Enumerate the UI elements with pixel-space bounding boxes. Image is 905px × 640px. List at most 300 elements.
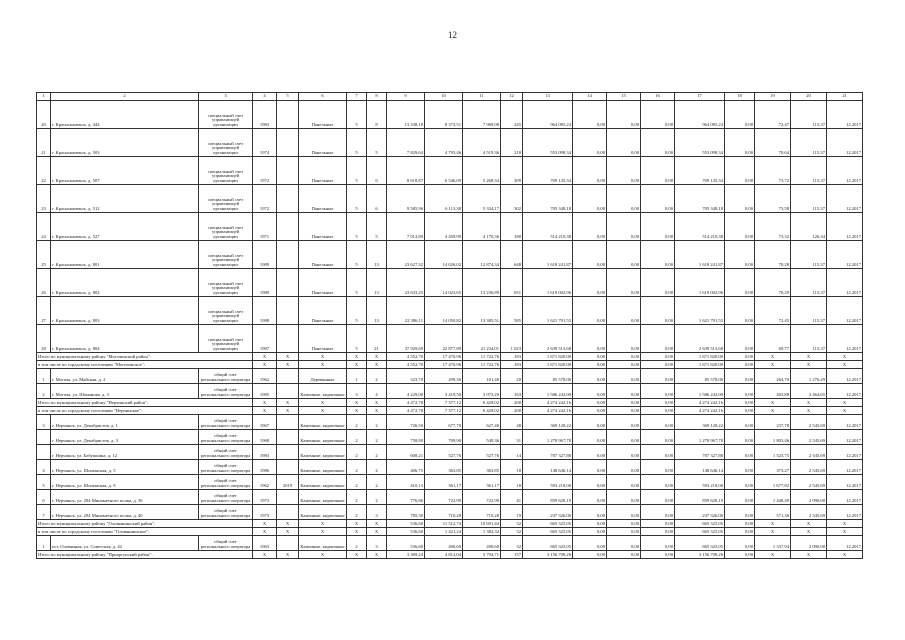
table-cell: 1 bbox=[37, 369, 51, 384]
table-cell: 1973 bbox=[253, 490, 277, 505]
table-cell: 20 bbox=[37, 101, 51, 129]
table-cell bbox=[277, 213, 299, 241]
total-cell: X bbox=[755, 528, 791, 536]
table-cell: 7 bbox=[37, 505, 51, 520]
total-cell: X bbox=[253, 551, 277, 559]
table-row bbox=[37, 430, 863, 445]
table-cell: 787 327,88 bbox=[675, 445, 725, 460]
table-cell: 2 bbox=[347, 490, 367, 505]
total-cell: X bbox=[299, 361, 347, 369]
table-cell: 677,70 bbox=[425, 415, 463, 430]
total-cell: 0,00 bbox=[573, 520, 607, 528]
table-cell: 527,76 bbox=[463, 445, 501, 460]
table-cell: 0,00 bbox=[641, 157, 675, 185]
table-cell: 2019 bbox=[277, 475, 299, 490]
table-cell: 2 bbox=[347, 445, 367, 460]
table-cell: 369 128,22 bbox=[675, 415, 725, 430]
table-cell: Деревянные bbox=[299, 369, 347, 384]
total-cell: 3 156 708,26 bbox=[675, 551, 725, 559]
table-row bbox=[37, 505, 863, 520]
table-cell: 2 bbox=[347, 415, 367, 430]
total-cell: 0,00 bbox=[725, 399, 755, 407]
table-cell: 0,00 bbox=[725, 475, 755, 490]
table-cell: 0,00 bbox=[641, 490, 675, 505]
total-cell: 4 274 242,16 bbox=[523, 407, 573, 415]
table-cell: 3 bbox=[367, 536, 387, 551]
table-cell bbox=[37, 430, 51, 445]
table-cell: 14 bbox=[501, 445, 523, 460]
table-cell bbox=[277, 445, 299, 460]
table-cell: 12.2017 bbox=[827, 185, 863, 213]
table-cell: 403,88 bbox=[755, 384, 791, 399]
account-type-cell: общий счет регионального оператора bbox=[199, 415, 253, 430]
total-cell: 0,00 bbox=[641, 520, 675, 528]
table-cell: 2 bbox=[347, 536, 367, 551]
table-cell: 237 326,00 bbox=[675, 505, 725, 520]
account-type-cell: специальный счет управляющей организации bbox=[199, 129, 253, 157]
account-type-cell: специальный счет управляющей организации bbox=[199, 101, 253, 129]
table-cell: 69,77 bbox=[755, 325, 791, 353]
table-cell: 24 bbox=[37, 213, 51, 241]
table-cell: 859 628,19 bbox=[523, 490, 573, 505]
total-cell: X bbox=[347, 551, 367, 559]
table-cell: 0,00 bbox=[641, 269, 675, 297]
total-cell: X bbox=[367, 407, 387, 415]
table-cell: 8 bbox=[367, 101, 387, 129]
table-cell: Панельные bbox=[299, 297, 347, 325]
table-cell: 14 026,02 bbox=[425, 241, 463, 269]
table-cell: 5 bbox=[347, 157, 367, 185]
table-cell: 2 bbox=[37, 384, 51, 399]
table-cell: 5 bbox=[347, 297, 367, 325]
table-cell: 4 793,46 bbox=[425, 129, 463, 157]
table-cell: 12.2017 bbox=[827, 475, 863, 490]
table-cell: 2 bbox=[367, 430, 387, 445]
table-cell bbox=[277, 101, 299, 129]
total-cell: X bbox=[827, 551, 863, 559]
column-number: 1 bbox=[37, 93, 51, 101]
table-cell: 0,00 bbox=[607, 460, 641, 475]
table-cell: 0,00 bbox=[573, 269, 607, 297]
table-cell: 1968 bbox=[253, 430, 277, 445]
table-row bbox=[37, 384, 863, 399]
table-cell: 3 073,20 bbox=[463, 384, 501, 399]
table-cell: 0,00 bbox=[607, 213, 641, 241]
table-cell: 0,00 bbox=[725, 129, 755, 157]
total-cell: 157 bbox=[501, 551, 523, 559]
total-cell: X bbox=[299, 407, 347, 415]
total-label: Итого по муниципальному району "Могочинский район": bbox=[37, 353, 253, 361]
total-cell: X bbox=[827, 528, 863, 536]
table-cell: 13 236,89 bbox=[463, 269, 501, 297]
table-row bbox=[37, 490, 863, 505]
table-cell: 5 bbox=[347, 325, 367, 353]
table-cell: 627,40 bbox=[463, 415, 501, 430]
table-cell: Панельные bbox=[299, 129, 347, 157]
total-cell: X bbox=[253, 353, 277, 361]
total-cell: X bbox=[791, 407, 827, 415]
total-label: Итого по муниципальному району "Оловяннинский район": bbox=[37, 520, 253, 528]
table-cell: 73,72 bbox=[755, 157, 791, 185]
table-cell: 1962 bbox=[253, 475, 277, 490]
table-cell: Каменные, кирпичные bbox=[299, 384, 347, 399]
table-cell: 785,30 bbox=[387, 505, 425, 520]
total-cell: X bbox=[755, 361, 791, 369]
total-cell: X bbox=[367, 551, 387, 559]
table-cell: 0,00 bbox=[725, 157, 755, 185]
account-type-cell: специальный счет управляющей организации bbox=[199, 213, 253, 241]
table-cell: Панельные bbox=[299, 325, 347, 353]
table-cell: 648 bbox=[501, 241, 523, 269]
table-cell: Каменные, кирпичные bbox=[299, 536, 347, 551]
table-cell: 722,99 bbox=[425, 490, 463, 505]
table-cell: 1 278 967,78 bbox=[523, 430, 573, 445]
total-cell: X bbox=[299, 528, 347, 536]
table-cell: 726,50 bbox=[387, 415, 425, 430]
total-cell: 665 325,05 bbox=[675, 528, 725, 536]
table-cell: 776,86 bbox=[387, 490, 425, 505]
account-type-cell: специальный счет управляющей организации bbox=[199, 241, 253, 269]
address-cell: г. Краснокаменск, д. 802 bbox=[51, 269, 199, 297]
table-cell: 22 386,11 bbox=[387, 297, 425, 325]
table-cell: 722,99 bbox=[463, 490, 501, 505]
total-cell: X bbox=[827, 407, 863, 415]
table-cell: 0,00 bbox=[641, 460, 675, 475]
table-cell: 2 545,69 bbox=[791, 430, 827, 445]
table-cell: 0,00 bbox=[641, 384, 675, 399]
total-cell: X bbox=[791, 528, 827, 536]
table-cell: 2 bbox=[347, 460, 367, 475]
table-cell: 0,00 bbox=[607, 384, 641, 399]
table-cell: Панельные bbox=[299, 101, 347, 129]
table-cell: 0,00 bbox=[641, 369, 675, 384]
address-cell: г. Краснокаменск, д. 801 bbox=[51, 241, 199, 269]
table-cell: 0,00 bbox=[641, 505, 675, 520]
total-cell: 32 bbox=[501, 520, 523, 528]
total-cell: X bbox=[277, 551, 299, 559]
table-cell: 0,00 bbox=[725, 384, 755, 399]
column-number: 10 bbox=[425, 93, 463, 101]
table-cell: 1972 bbox=[253, 157, 277, 185]
table-row bbox=[37, 129, 863, 157]
table-cell: 0,00 bbox=[573, 297, 607, 325]
table-cell bbox=[277, 430, 299, 445]
table-cell: 1 619 002,96 bbox=[675, 269, 725, 297]
table-cell: 6 bbox=[367, 185, 387, 213]
column-number: 9 bbox=[387, 93, 425, 101]
table-cell: 13 bbox=[367, 241, 387, 269]
table-cell: 0,00 bbox=[725, 415, 755, 430]
table-cell: 12.2017 bbox=[827, 369, 863, 384]
table-cell bbox=[277, 325, 299, 353]
table-cell: 73,58 bbox=[755, 185, 791, 213]
account-type-cell: общий счет регионального оператора bbox=[199, 369, 253, 384]
table-cell: 2 545,69 bbox=[791, 475, 827, 490]
table-cell: 13 338,18 bbox=[387, 101, 425, 129]
table-cell: 12.2017 bbox=[827, 384, 863, 399]
table-cell: 12.2017 bbox=[827, 490, 863, 505]
total-cell: 0,00 bbox=[573, 407, 607, 415]
table-cell: 5 bbox=[347, 101, 367, 129]
total-cell: X bbox=[755, 353, 791, 361]
table-cell: 12.2017 bbox=[827, 536, 863, 551]
table-cell bbox=[277, 241, 299, 269]
total-cell: 7 377,12 bbox=[425, 399, 463, 407]
table-cell: 70,64 bbox=[755, 129, 791, 157]
total-cell: 3 156 708,26 bbox=[523, 551, 573, 559]
total-cell: X bbox=[367, 399, 387, 407]
address-cell: г. Нерчинск, ул. Шилинская, д. 9 bbox=[51, 475, 199, 490]
total-row bbox=[37, 520, 863, 528]
table-cell: 0,00 bbox=[725, 269, 755, 297]
table-cell: Каменные, кирпичные bbox=[299, 475, 347, 490]
total-cell: 4 274 242,16 bbox=[675, 407, 725, 415]
table-cell: 12.2017 bbox=[827, 297, 863, 325]
table-cell: Панельные bbox=[299, 241, 347, 269]
table-cell: 0,00 bbox=[607, 415, 641, 430]
address-cell: г. Краснокаменск, д. 512 bbox=[51, 185, 199, 213]
table-cell: 0,00 bbox=[641, 415, 675, 430]
table-cell: 0,00 bbox=[641, 101, 675, 129]
column-number: 11 bbox=[463, 93, 501, 101]
table-cell: 536,60 bbox=[387, 536, 425, 551]
table-cell: 2 545,69 bbox=[791, 415, 827, 430]
table-cell: 0,00 bbox=[641, 129, 675, 157]
table-cell: 85 578,00 bbox=[523, 369, 573, 384]
table-cell: 18 bbox=[501, 475, 523, 490]
table-cell: 23 633,25 bbox=[387, 269, 425, 297]
total-row bbox=[37, 528, 863, 536]
table-cell: 21 bbox=[37, 129, 51, 157]
total-cell: 0,00 bbox=[725, 528, 755, 536]
table-cell: 72,47 bbox=[755, 101, 791, 129]
total-cell: 0,00 bbox=[641, 528, 675, 536]
table-cell: 2 545,69 bbox=[791, 460, 827, 475]
total-cell: 4 274 242,16 bbox=[523, 399, 573, 407]
table-cell: 115,37 bbox=[791, 297, 827, 325]
address-cell: г. Краснокаменск, д. 527 bbox=[51, 213, 199, 241]
column-number: 7 bbox=[347, 93, 367, 101]
table-cell: 115,37 bbox=[791, 129, 827, 157]
total-cell: 183 bbox=[501, 353, 523, 361]
table-cell: 0,00 bbox=[725, 505, 755, 520]
table-cell: 1 337,94 bbox=[755, 536, 791, 551]
total-cell: 536,60 bbox=[387, 520, 425, 528]
table-cell: 1 618 241,87 bbox=[675, 241, 725, 269]
total-cell: 665 325,05 bbox=[675, 520, 725, 528]
total-cell: X bbox=[277, 361, 299, 369]
table-cell bbox=[37, 445, 51, 460]
table-cell: 361,17 bbox=[463, 475, 501, 490]
table-cell: 5 bbox=[367, 213, 387, 241]
total-cell: 1 421,24 bbox=[425, 528, 463, 536]
table-cell: 1 023 bbox=[501, 325, 523, 353]
table-cell: 665 325,05 bbox=[523, 536, 573, 551]
table-cell: 1 bbox=[37, 536, 51, 551]
table-cell: 19 bbox=[501, 505, 523, 520]
total-label: Итого по муниципальному району "Приаргунский район": bbox=[37, 551, 253, 559]
column-number: 17 bbox=[675, 93, 725, 101]
table-cell: Каменные, кирпичные bbox=[299, 430, 347, 445]
table-cell: 3 bbox=[347, 384, 367, 399]
table-cell: 12.2017 bbox=[827, 325, 863, 353]
account-type-cell: общий счет регионального оператора bbox=[199, 384, 253, 399]
table-cell: 12 874,34 bbox=[463, 241, 501, 269]
table-cell: 0,00 bbox=[725, 490, 755, 505]
table-cell: Панельные bbox=[299, 213, 347, 241]
table-cell: Каменные, кирпичные bbox=[299, 415, 347, 430]
table-cell: 0,00 bbox=[725, 369, 755, 384]
total-cell: 1 671 820,00 bbox=[675, 353, 725, 361]
total-cell: X bbox=[755, 399, 791, 407]
account-type-cell: общий счет регионального оператора bbox=[199, 445, 253, 460]
total-cell: 0,00 bbox=[573, 361, 607, 369]
table-cell: 0,00 bbox=[573, 129, 607, 157]
address-cell: г. Могоча, ул. Майская, д. 2 bbox=[51, 369, 199, 384]
table-cell: 0,00 bbox=[573, 241, 607, 269]
table-cell: 0,00 bbox=[725, 445, 755, 460]
table-cell: 0,00 bbox=[573, 536, 607, 551]
table-cell: 0,00 bbox=[641, 536, 675, 551]
table-cell: 0,00 bbox=[573, 445, 607, 460]
total-cell: 665 325,05 bbox=[523, 528, 573, 536]
table-cell: 27 bbox=[37, 297, 51, 325]
address-cell: г. Нерчинск, ул. 294 Минометного полка, д. 36 bbox=[51, 490, 199, 505]
table-cell: 0,00 bbox=[641, 185, 675, 213]
total-cell: X bbox=[367, 353, 387, 361]
table-cell: 0,00 bbox=[573, 490, 607, 505]
table-cell: 0,00 bbox=[725, 213, 755, 241]
table-cell: Каменные, кирпичные bbox=[299, 460, 347, 475]
table-cell: 651 bbox=[501, 269, 523, 297]
table-row bbox=[37, 475, 863, 490]
account-type-cell: специальный счет управляющей организации bbox=[199, 297, 253, 325]
table-cell: 2 bbox=[367, 460, 387, 475]
table-cell: 7 012,89 bbox=[387, 213, 425, 241]
total-cell: X bbox=[277, 520, 299, 528]
table-cell: 4 519,36 bbox=[463, 129, 501, 157]
total-label: Итого по муниципальному району "Нерчинский район": bbox=[37, 399, 253, 407]
table-cell: 25 bbox=[37, 241, 51, 269]
account-type-cell: общий счет регионального оператора bbox=[199, 536, 253, 551]
table-cell: 710,28 bbox=[425, 505, 463, 520]
total-cell: 0,00 bbox=[573, 399, 607, 407]
table-cell: 0,00 bbox=[725, 185, 755, 213]
table-cell: 1985 bbox=[253, 384, 277, 399]
total-cell: X bbox=[367, 520, 387, 528]
table-cell: 22 877,89 bbox=[425, 325, 463, 353]
column-number: 12 bbox=[501, 93, 523, 101]
table-cell: 14 023,65 bbox=[425, 269, 463, 297]
table-cell: 8 618,87 bbox=[387, 157, 425, 185]
table-cell: 787 327,88 bbox=[523, 445, 573, 460]
table-cell: 13 385,51 bbox=[463, 297, 501, 325]
table-row bbox=[37, 297, 863, 325]
table-cell: 1973 bbox=[253, 505, 277, 520]
table-cell: 2 bbox=[367, 445, 387, 460]
table-cell: 12.2017 bbox=[827, 241, 863, 269]
address-cell: г. Нерчинск, ул. Декабристов, д. 3 bbox=[51, 430, 199, 445]
total-cell: X bbox=[827, 399, 863, 407]
table-cell: 18 bbox=[501, 460, 523, 475]
address-cell: г. Краснокаменск, д. 804 bbox=[51, 325, 199, 353]
table-cell: Каменные, кирпичные bbox=[299, 490, 347, 505]
table-cell: 1986 bbox=[253, 460, 277, 475]
table-row bbox=[37, 185, 863, 213]
total-cell: 32 bbox=[501, 528, 523, 536]
table-cell: 2 639 513,68 bbox=[675, 325, 725, 353]
column-number: 19 bbox=[755, 93, 791, 101]
total-cell: X bbox=[253, 520, 277, 528]
table-cell: 0,00 bbox=[641, 475, 675, 490]
table-cell: 12.2017 bbox=[827, 129, 863, 157]
table-cell bbox=[277, 157, 299, 185]
table-cell bbox=[277, 369, 299, 384]
table-cell: 12.2017 bbox=[827, 430, 863, 445]
table-cell: 1987 bbox=[253, 325, 277, 353]
table-cell bbox=[277, 536, 299, 551]
address-cell: пгт. Оловянная, ул. Советская, д. 42 bbox=[51, 536, 199, 551]
table-cell: 2 090,00 bbox=[791, 536, 827, 551]
table-cell: 115,37 bbox=[791, 241, 827, 269]
table-cell: 13 bbox=[367, 269, 387, 297]
table-cell: 0,00 bbox=[607, 241, 641, 269]
total-cell: 0,00 bbox=[573, 528, 607, 536]
table-cell: 363,85 bbox=[425, 460, 463, 475]
total-cell: 3 309,24 bbox=[387, 551, 425, 559]
total-cell: X bbox=[791, 551, 827, 559]
total-cell: X bbox=[347, 520, 367, 528]
address-cell: г. Краснокаменск, д. 503 bbox=[51, 129, 199, 157]
table-cell: 12.2017 bbox=[827, 157, 863, 185]
table-cell: 6 bbox=[37, 490, 51, 505]
table-cell: 0,00 bbox=[725, 297, 755, 325]
column-number: 4 bbox=[253, 93, 277, 101]
table-cell: 0,00 bbox=[607, 505, 641, 520]
table-cell: 0,00 bbox=[641, 430, 675, 445]
table-cell: 115,37 bbox=[791, 185, 827, 213]
table-cell: 3 419,50 bbox=[425, 384, 463, 399]
table-cell: 6 546,09 bbox=[425, 157, 463, 185]
table-cell: 0,00 bbox=[607, 185, 641, 213]
table-cell: 1 bbox=[347, 369, 367, 384]
table-cell: 0,00 bbox=[607, 430, 641, 445]
table-cell: 0,00 bbox=[573, 430, 607, 445]
total-row bbox=[37, 361, 863, 369]
table-cell: 115,37 bbox=[791, 157, 827, 185]
table-cell: 2 bbox=[347, 505, 367, 520]
table-cell: 1 586 242,00 bbox=[523, 384, 573, 399]
table-cell: Панельные bbox=[299, 185, 347, 213]
table-cell: 4 170,36 bbox=[463, 213, 501, 241]
table-cell: 361,17 bbox=[425, 475, 463, 490]
table-cell: 0,00 bbox=[573, 505, 607, 520]
table-cell: 12.2017 bbox=[827, 415, 863, 430]
table-cell: 709 145,34 bbox=[523, 157, 573, 185]
account-type-cell: общий счет регионального оператора bbox=[199, 505, 253, 520]
total-cell: X bbox=[277, 407, 299, 415]
total-cell: 11 722,76 bbox=[463, 353, 501, 361]
total-cell: 7 377,12 bbox=[425, 407, 463, 415]
total-cell: 0,00 bbox=[725, 520, 755, 528]
table-cell bbox=[277, 297, 299, 325]
table-cell: 12.2017 bbox=[827, 505, 863, 520]
column-number: 20 bbox=[791, 93, 827, 101]
table-cell: 1 523,75 bbox=[755, 445, 791, 460]
table-cell: 6 bbox=[367, 157, 387, 185]
table-cell: 13 bbox=[367, 297, 387, 325]
table-cell: 1983 bbox=[253, 445, 277, 460]
